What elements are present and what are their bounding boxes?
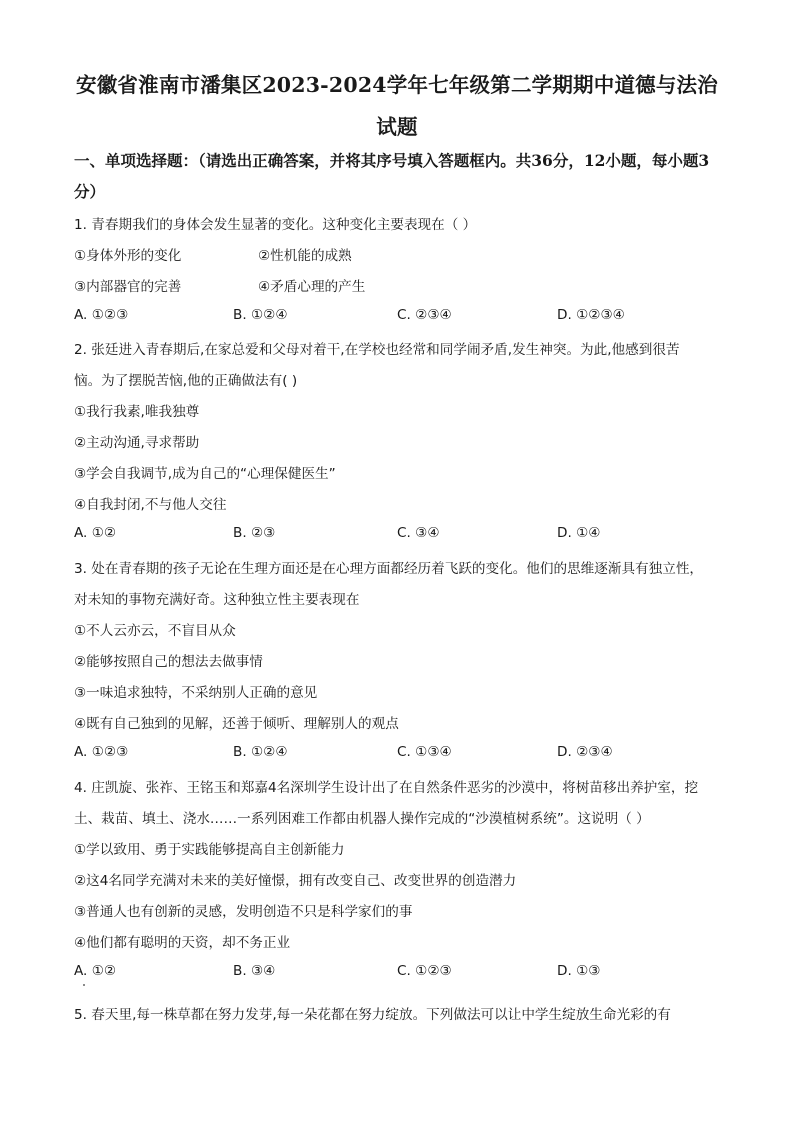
question-1-statement-3: ③内部器官的完善	[74, 279, 182, 295]
question-1-statement-2: ②性机能的成熟	[258, 248, 352, 264]
question-3-option-b: B. ①②④	[233, 744, 288, 760]
question-4-option-d: D. ①③	[557, 963, 601, 979]
question-3-stem-line-1: 3. 处在青春期的孩子无论在生理方面还是在心理方面都经历着飞跃的变化。他们的思维逐渐具有独立性，	[74, 561, 704, 577]
question-1-option-d: D. ①②③④	[557, 307, 625, 323]
question-4-option-b: B. ③④	[233, 963, 276, 979]
question-3-option-c: C. ①③④	[397, 744, 452, 760]
question-4-stem-line-2: 土、栽苗、填土、浇水……一系列困难工作都由机器人操作完成的“沙漠植树系统”。这说明（ ）	[74, 811, 650, 827]
question-4-statement-4: ④他们都有聪明的天资，却不务正业	[74, 935, 291, 951]
question-4-option-c: C. ①②③	[397, 963, 452, 979]
question-1-option-a: A. ①②③	[74, 307, 129, 323]
question-3-statement-2: ②能够按照自己的想法去做事情	[74, 654, 263, 670]
question-4-option-a: A. ①②	[74, 963, 117, 979]
question-2-statement-4: ④自我封闭,不与他人交往	[74, 497, 227, 513]
question-3-option-d: D. ②③④	[557, 744, 613, 760]
exam-title-line-1: 安徽省淮南市潘集区2023-2024学年七年级第二学期期中道德与法治	[76, 73, 718, 97]
question-4-statement-2: ②这4名同学充满对未来的美好憧憬，拥有改变自己、改变世界的创造潜力	[74, 873, 517, 889]
question-1-statement-4: ④矛盾心理的产生	[258, 279, 366, 295]
exam-title-line-2: 试题	[376, 115, 418, 139]
question-1-statement-1: ①身体外形的变化	[74, 248, 182, 264]
question-2-stem-line-2: 恼。为了摆脱苦恼,他的正确做法有( )	[74, 373, 298, 389]
question-2-option-d: D. ①④	[557, 525, 601, 541]
question-2-option-a: A. ①②	[74, 525, 117, 541]
question-2-statement-1: ①我行我素,唯我独尊	[74, 404, 200, 420]
question-1-option-b: B. ①②④	[233, 307, 288, 323]
question-2-option-c: C. ③④	[397, 525, 440, 541]
question-2-option-b: B. ②③	[233, 525, 276, 541]
question-5-stem-line-1: 5. 春天里,每一株草都在努力发芽,每一朵花都在努力绽放。下列做法可以让中学生绽放生命光彩的有	[74, 1007, 671, 1023]
question-4-statement-1: ①学以致用、勇于实践能够提高自主创新能力	[74, 842, 345, 858]
question-3-statement-1: ①不人云亦云，不盲目从众	[74, 623, 236, 639]
question-3-option-a: A. ①②③	[74, 744, 129, 760]
question-4-statement-3: ③普通人也有创新的灵感，发明创造不只是科学家们的事	[74, 904, 413, 920]
question-1-option-c: C. ②③④	[397, 307, 452, 323]
question-3-statement-3: ③一味追求独特，不采纳别人正确的意见	[74, 685, 318, 701]
question-4-stem-line-1: 4. 庄凯旋、张祚、王铭玉和郑嘉4名深圳学生设计出了在自然条件恶劣的沙漠中，将树苗移出养护室，挖	[74, 780, 699, 796]
question-3-statement-4: ④既有自己独到的见解，还善于倾听、理解别人的观点	[74, 716, 399, 732]
question-2-statement-3: ③学会自我调节,成为自己的“心理保健医生”	[74, 466, 336, 482]
question-2-stem-line-1: 2. 张廷进入青春期后,在家总爱和父母对着干,在学校也经常和同学闹矛盾,发生神突。为此,他感到很苦	[74, 342, 680, 358]
section-heading: 一、单项选择题：（请选出正确答案，并将其序号填入答题框内。共36分，12小题，每小题3分）	[74, 151, 710, 201]
question-2-statement-2: ②主动沟通,寻求帮助	[74, 435, 200, 451]
question-3-stem-line-2: 对未知的事物充满好奇。这种独立性主要表现在	[74, 592, 360, 608]
question-1-stem: 1. 青春期我们的身体会发生显著的变化。这种变化主要表现在（ ）	[74, 217, 477, 233]
scan-speck	[83, 984, 85, 986]
